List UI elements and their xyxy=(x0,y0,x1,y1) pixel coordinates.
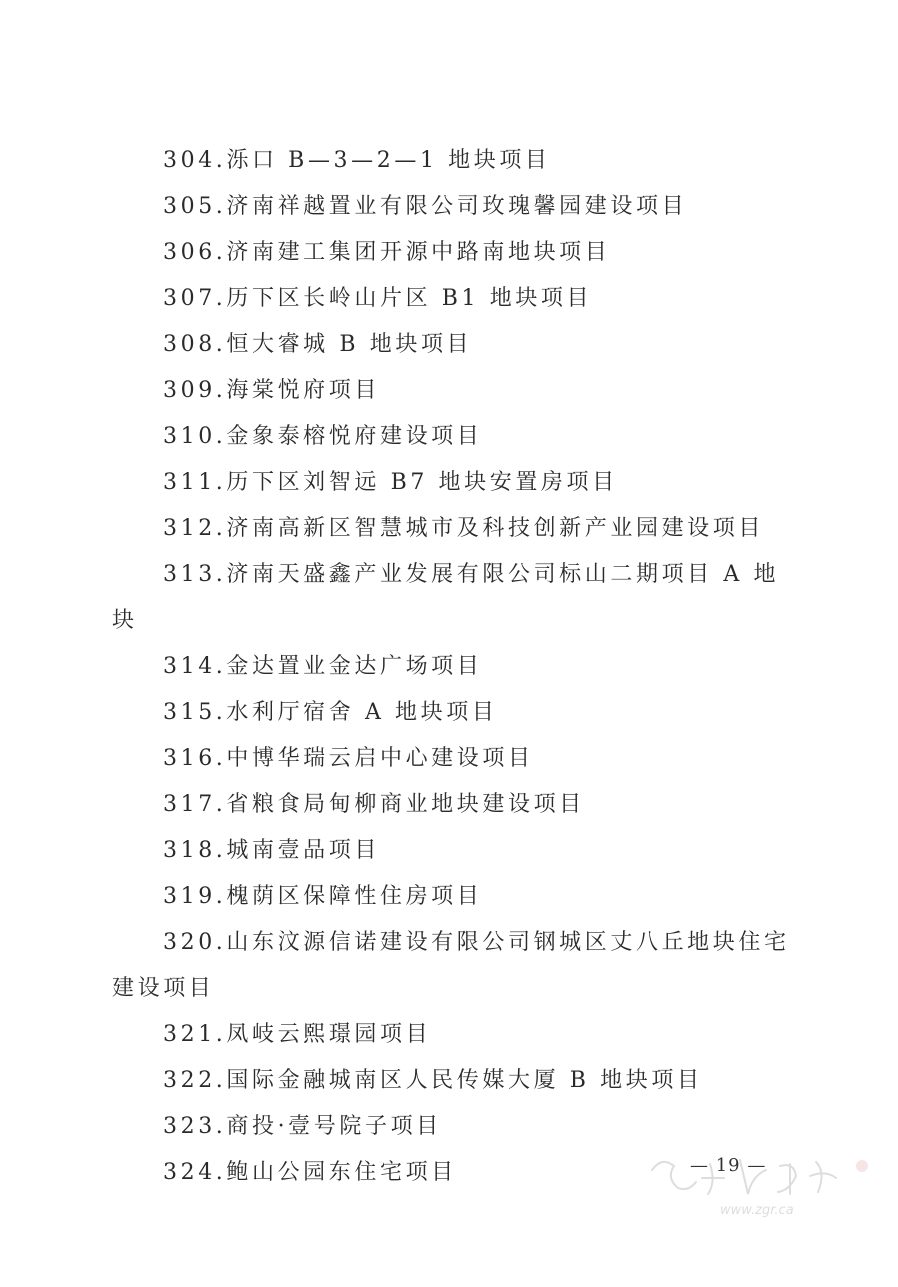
list-item: 310.金象泰榕悦府建设项目 xyxy=(163,424,483,449)
list-item: 311.历下区刘智远 B7 地块安置房项目 xyxy=(163,470,618,495)
list-item: 309.海棠悦府项目 xyxy=(163,378,380,403)
list-item: 307.历下区长岭山片区 B1 地块项目 xyxy=(163,286,593,311)
list-item: 304.泺口 B—3—2—1 地块项目 xyxy=(163,148,551,173)
list-item: 313.济南天盛鑫产业发展有限公司标山二期项目 A 地块 xyxy=(112,562,780,633)
project-list xyxy=(112,138,802,1196)
list-item: 316.中博华瑞云启中心建设项目 xyxy=(163,746,534,771)
list-item: 315.水利厅宿舍 A 地块项目 xyxy=(163,700,498,725)
list-item: 308.恒大睿城 B 地块项目 xyxy=(163,332,473,357)
list-item: 322.国际金融城南区人民传媒大厦 B 地块项目 xyxy=(163,1068,703,1093)
list-item: 323.商投·壹号院子项目 xyxy=(163,1114,442,1139)
list-item: 305.济南祥越置业有限公司玫瑰馨园建设项目 xyxy=(163,194,688,219)
watermark-url: www.zgr.ca xyxy=(720,1203,794,1218)
list-item: 318.城南壹品项目 xyxy=(163,838,380,863)
watermark-logo xyxy=(640,1140,880,1220)
list-item: 324.鲍山公园东住宅项目 xyxy=(163,1160,457,1185)
list-item: 314.金达置业金达广场项目 xyxy=(163,654,483,679)
list-item: 317.省粮食局甸柳商业地块建设项目 xyxy=(163,792,585,817)
list-item: 306.济南建工集团开源中路南地块项目 xyxy=(163,240,611,265)
list-item: 321.凤岐云熙璟园项目 xyxy=(163,1022,432,1047)
list-item: 312.济南高新区智慧城市及科技创新产业园建设项目 xyxy=(163,516,764,541)
list-item: 320.山东汶源信诺建设有限公司钢城区丈八丘地块住宅建设项目 xyxy=(112,930,790,1001)
page-number: — 19 — xyxy=(690,1155,767,1176)
list-item: 319.槐荫区保障性住房项目 xyxy=(163,884,483,909)
